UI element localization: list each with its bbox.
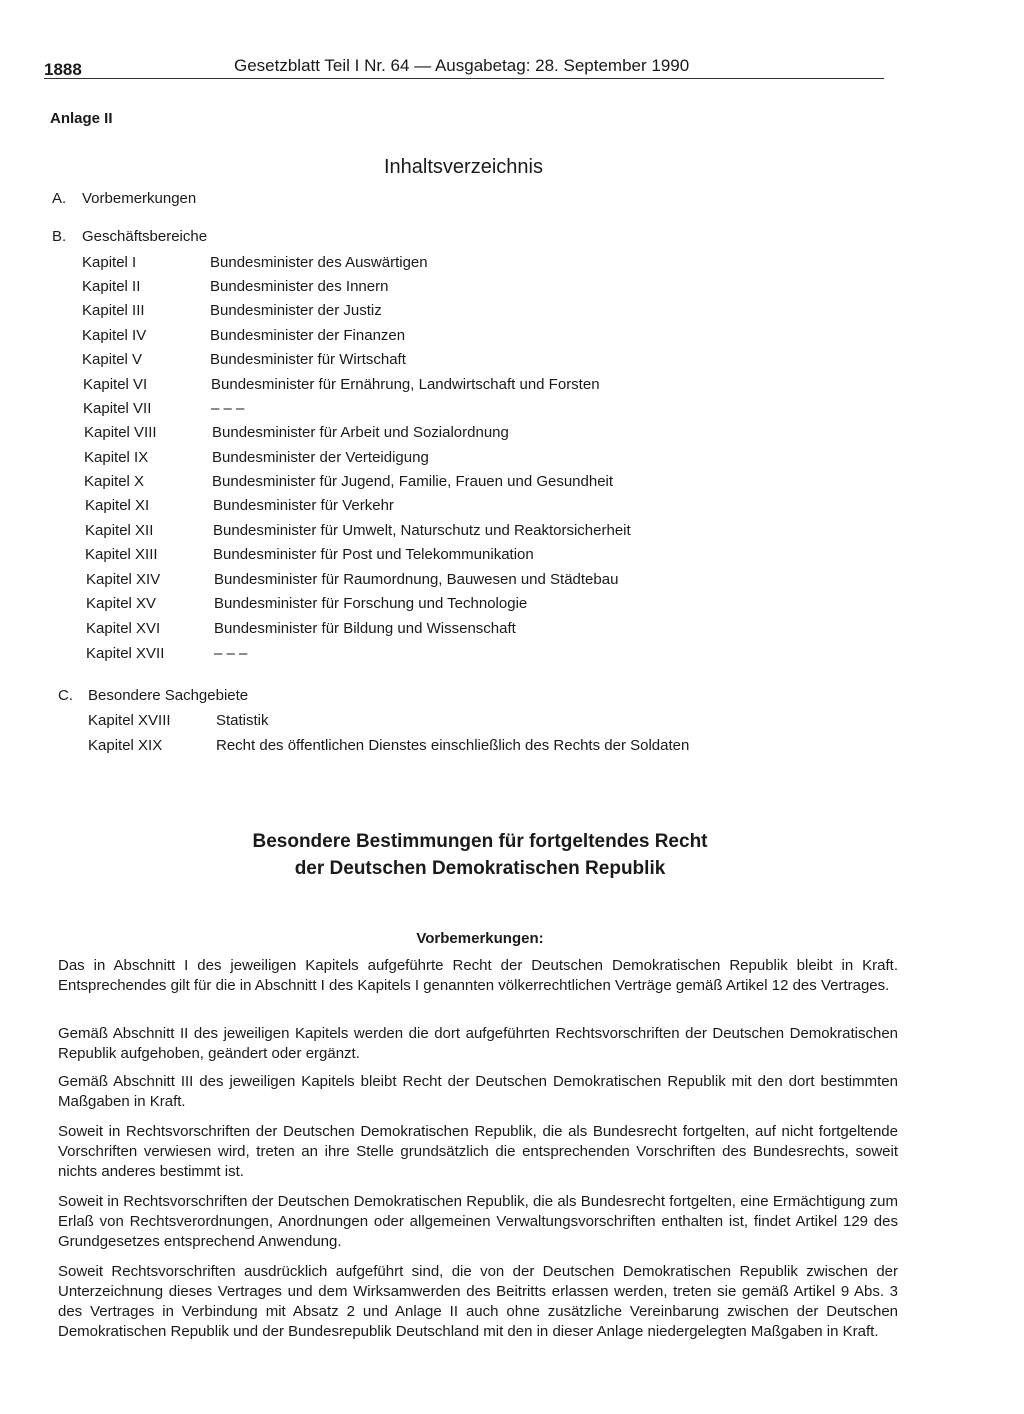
toc-section-title: Geschäftsbereiche <box>82 228 208 245</box>
chapter-title: – – – <box>211 400 245 417</box>
chapter-number: Kapitel XII <box>85 522 154 539</box>
chapter-number: Kapitel IX <box>84 449 149 466</box>
toc-title: Inhaltsverzeichnis <box>384 156 543 178</box>
main-heading-line-1: Besondere Bestimmungen für fortgeltendes Recht <box>252 831 708 852</box>
chapter-title: Statistik <box>216 712 269 729</box>
chapter-title: Bundesminister für Wirtschaft <box>210 351 406 368</box>
anlage-label: Anlage II <box>50 110 113 127</box>
chapter-title: Bundesminister für Bildung und Wissenschaft <box>214 620 516 637</box>
paragraph: Soweit Rechtsvorschriften ausdrücklich aufgeführt sind, die von der Deutschen Demokratischen Republik zwischen der Unterzeichnung dieses Vertrages und dem Wirksamwerden des Beitritts erlassen werden, treten sie gemäß Artikel 9 Abs. 3 des Vertrages in Verbindung mit Absatz 2 und Anlage II auch ohne zusätzliche Vereinbarung zwischen der Deutschen Demokratischen Republik und der Bundesrepublik Deutschland mit den in dieser Anlage niedergelegten Maßgaben in Kraft. <box>58 1263 898 1340</box>
chapter-number: Kapitel V <box>82 351 143 368</box>
toc-section-letter: B. <box>52 228 67 245</box>
chapter-number: Kapitel XVI <box>86 620 161 637</box>
paragraph: Soweit in Rechtsvorschriften der Deutschen Demokratischen Republik, die als Bundesrecht fortgelten, auf nicht fortgeltende Vorschriften verwiesen wird, treten an ihre Stelle grundsätzlich die entsprechenden Vorschriften des Bundesrechts, soweit nichts anderes bestimmt ist. <box>58 1123 898 1180</box>
chapter-number: Kapitel XIII <box>85 546 158 563</box>
chapter-number: Kapitel II <box>82 278 141 295</box>
page-header <box>44 56 884 80</box>
chapter-title: Bundesminister für Post und Telekommunikation <box>213 546 534 563</box>
chapter-number: Kapitel I <box>82 254 137 271</box>
chapter-title: Bundesminister für Umwelt, Naturschutz und Reaktorsicherheit <box>213 522 631 539</box>
chapter-title: Bundesminister für Forschung und Technologie <box>214 595 528 612</box>
chapter-title: Recht des öffentlichen Dienstes einschließlich des Rechts der Soldaten <box>216 737 690 754</box>
gazette-title: Gesetzblatt Teil I Nr. 64 — Ausgabetag: 28. September 1990 <box>234 56 690 75</box>
toc-section-letter: A. <box>52 190 67 207</box>
main-heading <box>180 828 780 882</box>
chapter-title: – – – <box>214 645 248 662</box>
header-rule <box>44 78 884 79</box>
page-number: 1888 <box>44 60 82 79</box>
chapter-number: Kapitel X <box>84 473 145 490</box>
paragraph: Gemäß Abschnitt II des jeweiligen Kapitels werden die dort aufgeführten Rechtsvorschriften der Deutschen Demokratischen Republik aufgehoben, geändert oder ergänzt. <box>58 1025 898 1062</box>
chapter-number: Kapitel VIII <box>84 424 157 441</box>
chapter-title: Bundesminister für Jugend, Familie, Frauen und Gesundheit <box>212 473 614 490</box>
chapter-title: Bundesminister für Raumordnung, Bauwesen und Städtebau <box>214 571 619 588</box>
toc-section-letter: C. <box>58 687 73 704</box>
toc-section-title: Besondere Sachgebiete <box>88 687 249 704</box>
chapter-number: Kapitel XI <box>85 497 150 514</box>
chapter-title: Bundesminister für Arbeit und Sozialordnung <box>212 424 509 441</box>
chapter-title: Bundesminister der Finanzen <box>210 327 406 344</box>
toc-section-title: Vorbemerkungen <box>82 190 197 207</box>
chapter-title: Bundesminister der Verteidigung <box>212 449 429 466</box>
chapter-number: Kapitel VI <box>83 376 148 393</box>
chapter-title: Bundesminister für Verkehr <box>213 497 394 514</box>
paragraph: Das in Abschnitt I des jeweiligen Kapitels aufgeführte Recht der Deutschen Demokratischen Republik bleibt in Kraft. Entsprechendes gilt für die in Abschnitt I des Kapitels I genannten völkerrechtlichen Verträge gemäß Artikel 12 des Vertrages. <box>58 957 898 994</box>
chapter-number: Kapitel XIV <box>86 571 161 588</box>
chapter-number: Kapitel VII <box>83 400 152 417</box>
vorbemerkungen-heading: Vorbemerkungen: <box>416 930 544 947</box>
chapter-title: Bundesminister der Justiz <box>210 302 382 319</box>
paragraph: Soweit in Rechtsvorschriften der Deutschen Demokratischen Republik, die als Bundesrecht fortgelten, eine Ermächtigung zum Erlaß von Rechtsverordnungen, Anordnungen oder allgemeinen Verwaltungsvorschriften enthalten ist, findet Artikel 129 des Grundgesetzes entsprechend Anwendung. <box>58 1193 898 1250</box>
chapter-number: Kapitel III <box>82 302 145 319</box>
chapter-number: Kapitel XV <box>86 595 157 612</box>
chapter-number: Kapitel XIX <box>88 737 163 754</box>
chapter-number: Kapitel XVIII <box>88 712 171 729</box>
chapter-number: Kapitel IV <box>82 327 147 344</box>
chapter-title: Bundesminister für Ernährung, Landwirtschaft und Forsten <box>211 376 600 393</box>
chapter-title: Bundesminister des Auswärtigen <box>210 254 428 271</box>
main-heading-line-2: der Deutschen Demokratischen Republik <box>294 858 666 879</box>
paragraph: Gemäß Abschnitt III des jeweiligen Kapitels bleibt Recht der Deutschen Demokratischen Republik mit den dort bestimmten Maßgaben in Kraft. <box>58 1073 898 1110</box>
chapter-number: Kapitel XVII <box>86 645 165 662</box>
chapter-title: Bundesminister des Innern <box>210 278 389 295</box>
